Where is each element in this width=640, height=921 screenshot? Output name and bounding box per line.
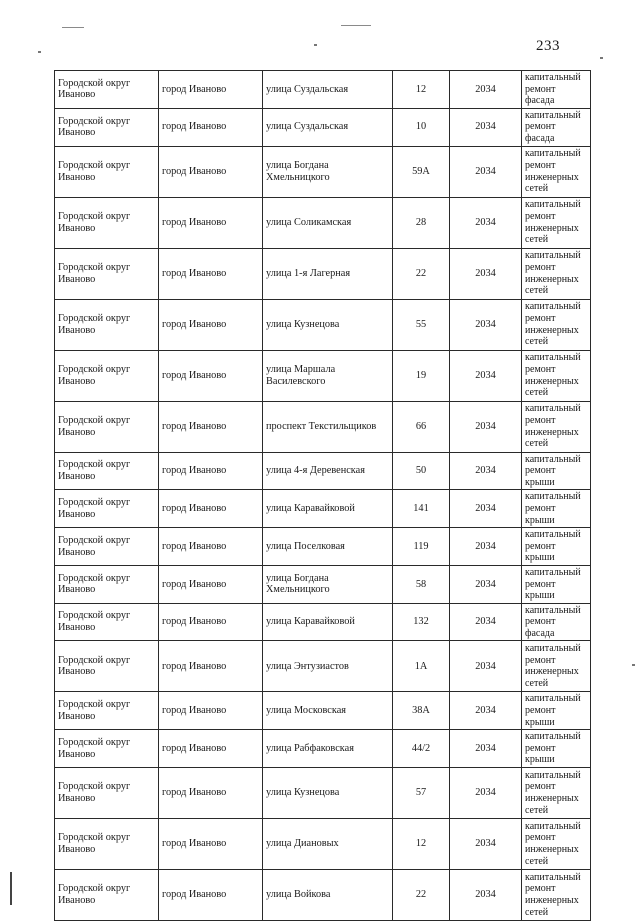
cell-street: проспект Текстильщиков — [263, 401, 393, 452]
scan-dot — [314, 44, 317, 46]
cell-okrug: Городской округ Иваново — [55, 146, 159, 197]
cell-city: город Иваново — [159, 299, 263, 350]
cell-house-number: 57 — [393, 768, 450, 819]
cell-year: 2034 — [450, 641, 522, 692]
cell-street: улица Каравайковой — [263, 490, 393, 528]
cell-work-type: капитальный ремонт крыши — [522, 528, 591, 566]
cell-house-number: 59А — [393, 146, 450, 197]
cell-okrug: Городской округ Иваново — [55, 108, 159, 146]
cell-street: улица Суздальская — [263, 108, 393, 146]
cell-year: 2034 — [450, 146, 522, 197]
table-row — [55, 870, 591, 921]
cell-house-number: 141 — [393, 490, 450, 528]
cell-house-number: 1А — [393, 641, 450, 692]
table-row — [55, 768, 591, 819]
cell-street: улица Энтузиастов — [263, 641, 393, 692]
scan-dot — [38, 51, 41, 53]
cell-city: город Иваново — [159, 565, 263, 603]
cell-year: 2034 — [450, 108, 522, 146]
cell-city: город Иваново — [159, 248, 263, 299]
table-row — [55, 248, 591, 299]
cell-year: 2034 — [450, 565, 522, 603]
cell-house-number: 119 — [393, 528, 450, 566]
table-row — [55, 819, 591, 870]
cell-street: улица Суздальская — [263, 71, 393, 109]
cell-city: город Иваново — [159, 870, 263, 921]
cell-work-type: капитальный ремонт крыши — [522, 452, 591, 490]
cell-okrug: Городской округ Иваново — [55, 197, 159, 248]
cell-year: 2034 — [450, 248, 522, 299]
cell-okrug: Городской округ Иваново — [55, 299, 159, 350]
cell-work-type: капитальный ремонт инженерных сетей — [522, 350, 591, 401]
cell-okrug: Городской округ Иваново — [55, 490, 159, 528]
scan-mark-top-center — [341, 25, 371, 26]
cell-year: 2034 — [450, 692, 522, 730]
table-row — [55, 692, 591, 730]
table-row — [55, 730, 591, 768]
cell-street: улица Московская — [263, 692, 393, 730]
cell-work-type: капитальный ремонт инженерных сетей — [522, 819, 591, 870]
table-row — [55, 528, 591, 566]
cell-work-type: капитальный ремонт инженерных сетей — [522, 870, 591, 921]
table-row — [55, 565, 591, 603]
cell-okrug: Городской округ Иваново — [55, 768, 159, 819]
cell-okrug: Городской округ Иваново — [55, 248, 159, 299]
cell-year: 2034 — [450, 528, 522, 566]
cell-house-number: 38А — [393, 692, 450, 730]
table-row — [55, 71, 591, 109]
cell-house-number: 50 — [393, 452, 450, 490]
cell-house-number: 28 — [393, 197, 450, 248]
cell-house-number: 10 — [393, 108, 450, 146]
cell-street: улица 4-я Деревенская — [263, 452, 393, 490]
cell-year: 2034 — [450, 603, 522, 641]
cell-year: 2034 — [450, 452, 522, 490]
cell-year: 2034 — [450, 730, 522, 768]
cell-work-type: капитальный ремонт инженерных сетей — [522, 248, 591, 299]
cell-street: улица Соликамская — [263, 197, 393, 248]
cell-street: улица 1-я Лагерная — [263, 248, 393, 299]
table-row — [55, 197, 591, 248]
cell-okrug: Городской округ Иваново — [55, 71, 159, 109]
cell-city: город Иваново — [159, 350, 263, 401]
cell-work-type: капитальный ремонт фасада — [522, 108, 591, 146]
table-row — [55, 299, 591, 350]
cell-year: 2034 — [450, 350, 522, 401]
cell-city: город Иваново — [159, 819, 263, 870]
cell-work-type: капитальный ремонт крыши — [522, 490, 591, 528]
cell-okrug: Городской округ Иваново — [55, 350, 159, 401]
cell-city: город Иваново — [159, 528, 263, 566]
table-row — [55, 452, 591, 490]
cell-city: город Иваново — [159, 71, 263, 109]
cell-house-number: 12 — [393, 71, 450, 109]
table-row — [55, 350, 591, 401]
cell-house-number: 19 — [393, 350, 450, 401]
cell-city: город Иваново — [159, 768, 263, 819]
cell-okrug: Городской округ Иваново — [55, 819, 159, 870]
cell-work-type: капитальный ремонт фасада — [522, 71, 591, 109]
cell-okrug: Городской округ Иваново — [55, 641, 159, 692]
cell-okrug: Городской округ Иваново — [55, 603, 159, 641]
cell-street: улица Поселковая — [263, 528, 393, 566]
cell-okrug: Городской округ Иваново — [55, 730, 159, 768]
scan-dot — [600, 57, 603, 59]
cell-year: 2034 — [450, 768, 522, 819]
cell-work-type: капитальный ремонт инженерных сетей — [522, 641, 591, 692]
cell-work-type: капитальный ремонт инженерных сетей — [522, 146, 591, 197]
cell-house-number: 58 — [393, 565, 450, 603]
cell-okrug: Городской округ Иваново — [55, 870, 159, 921]
cell-work-type: капитальный ремонт инженерных сетей — [522, 768, 591, 819]
cell-year: 2034 — [450, 71, 522, 109]
cell-work-type: капитальный ремонт инженерных сетей — [522, 401, 591, 452]
cell-city: город Иваново — [159, 108, 263, 146]
table-body — [55, 71, 591, 921]
table-row — [55, 603, 591, 641]
cell-house-number: 12 — [393, 819, 450, 870]
cell-street: улица Богдана Хмельницкого — [263, 565, 393, 603]
cell-work-type: капитальный ремонт крыши — [522, 692, 591, 730]
cell-city: город Иваново — [159, 603, 263, 641]
cell-okrug: Городской округ Иваново — [55, 692, 159, 730]
scan-edge-bar — [10, 872, 12, 905]
cell-house-number: 55 — [393, 299, 450, 350]
cell-house-number: 132 — [393, 603, 450, 641]
cell-year: 2034 — [450, 870, 522, 921]
housing-repair-table — [54, 70, 591, 921]
scan-mark-top-left — [62, 27, 84, 28]
cell-city: город Иваново — [159, 490, 263, 528]
cell-work-type: капитальный ремонт крыши — [522, 565, 591, 603]
cell-house-number: 22 — [393, 248, 450, 299]
cell-okrug: Городской округ Иваново — [55, 528, 159, 566]
table-row — [55, 490, 591, 528]
cell-city: город Иваново — [159, 641, 263, 692]
table-row — [55, 108, 591, 146]
cell-okrug: Городской округ Иваново — [55, 565, 159, 603]
cell-street: улица Кузнецова — [263, 768, 393, 819]
cell-street: улица Каравайковой — [263, 603, 393, 641]
cell-work-type: капитальный ремонт инженерных сетей — [522, 299, 591, 350]
cell-city: город Иваново — [159, 730, 263, 768]
cell-city: город Иваново — [159, 452, 263, 490]
cell-street: улица Маршала Василевского — [263, 350, 393, 401]
scan-dot — [632, 664, 635, 666]
cell-year: 2034 — [450, 490, 522, 528]
cell-okrug: Городской округ Иваново — [55, 401, 159, 452]
cell-street: улица Войкова — [263, 870, 393, 921]
page-number: 233 — [536, 38, 560, 54]
table-row — [55, 401, 591, 452]
cell-year: 2034 — [450, 819, 522, 870]
cell-year: 2034 — [450, 299, 522, 350]
cell-okrug: Городской округ Иваново — [55, 452, 159, 490]
cell-street: улица Богдана Хмельницкого — [263, 146, 393, 197]
cell-work-type: капитальный ремонт крыши — [522, 730, 591, 768]
table-row — [55, 641, 591, 692]
cell-street: улица Диановых — [263, 819, 393, 870]
cell-year: 2034 — [450, 401, 522, 452]
cell-house-number: 22 — [393, 870, 450, 921]
table-row — [55, 146, 591, 197]
cell-work-type: капитальный ремонт фасада — [522, 603, 591, 641]
cell-house-number: 44/2 — [393, 730, 450, 768]
cell-city: город Иваново — [159, 197, 263, 248]
cell-year: 2034 — [450, 197, 522, 248]
cell-city: город Иваново — [159, 692, 263, 730]
cell-street: улица Кузнецова — [263, 299, 393, 350]
cell-city: город Иваново — [159, 401, 263, 452]
cell-work-type: капитальный ремонт инженерных сетей — [522, 197, 591, 248]
cell-street: улица Рабфаковская — [263, 730, 393, 768]
cell-house-number: 66 — [393, 401, 450, 452]
cell-city: город Иваново — [159, 146, 263, 197]
